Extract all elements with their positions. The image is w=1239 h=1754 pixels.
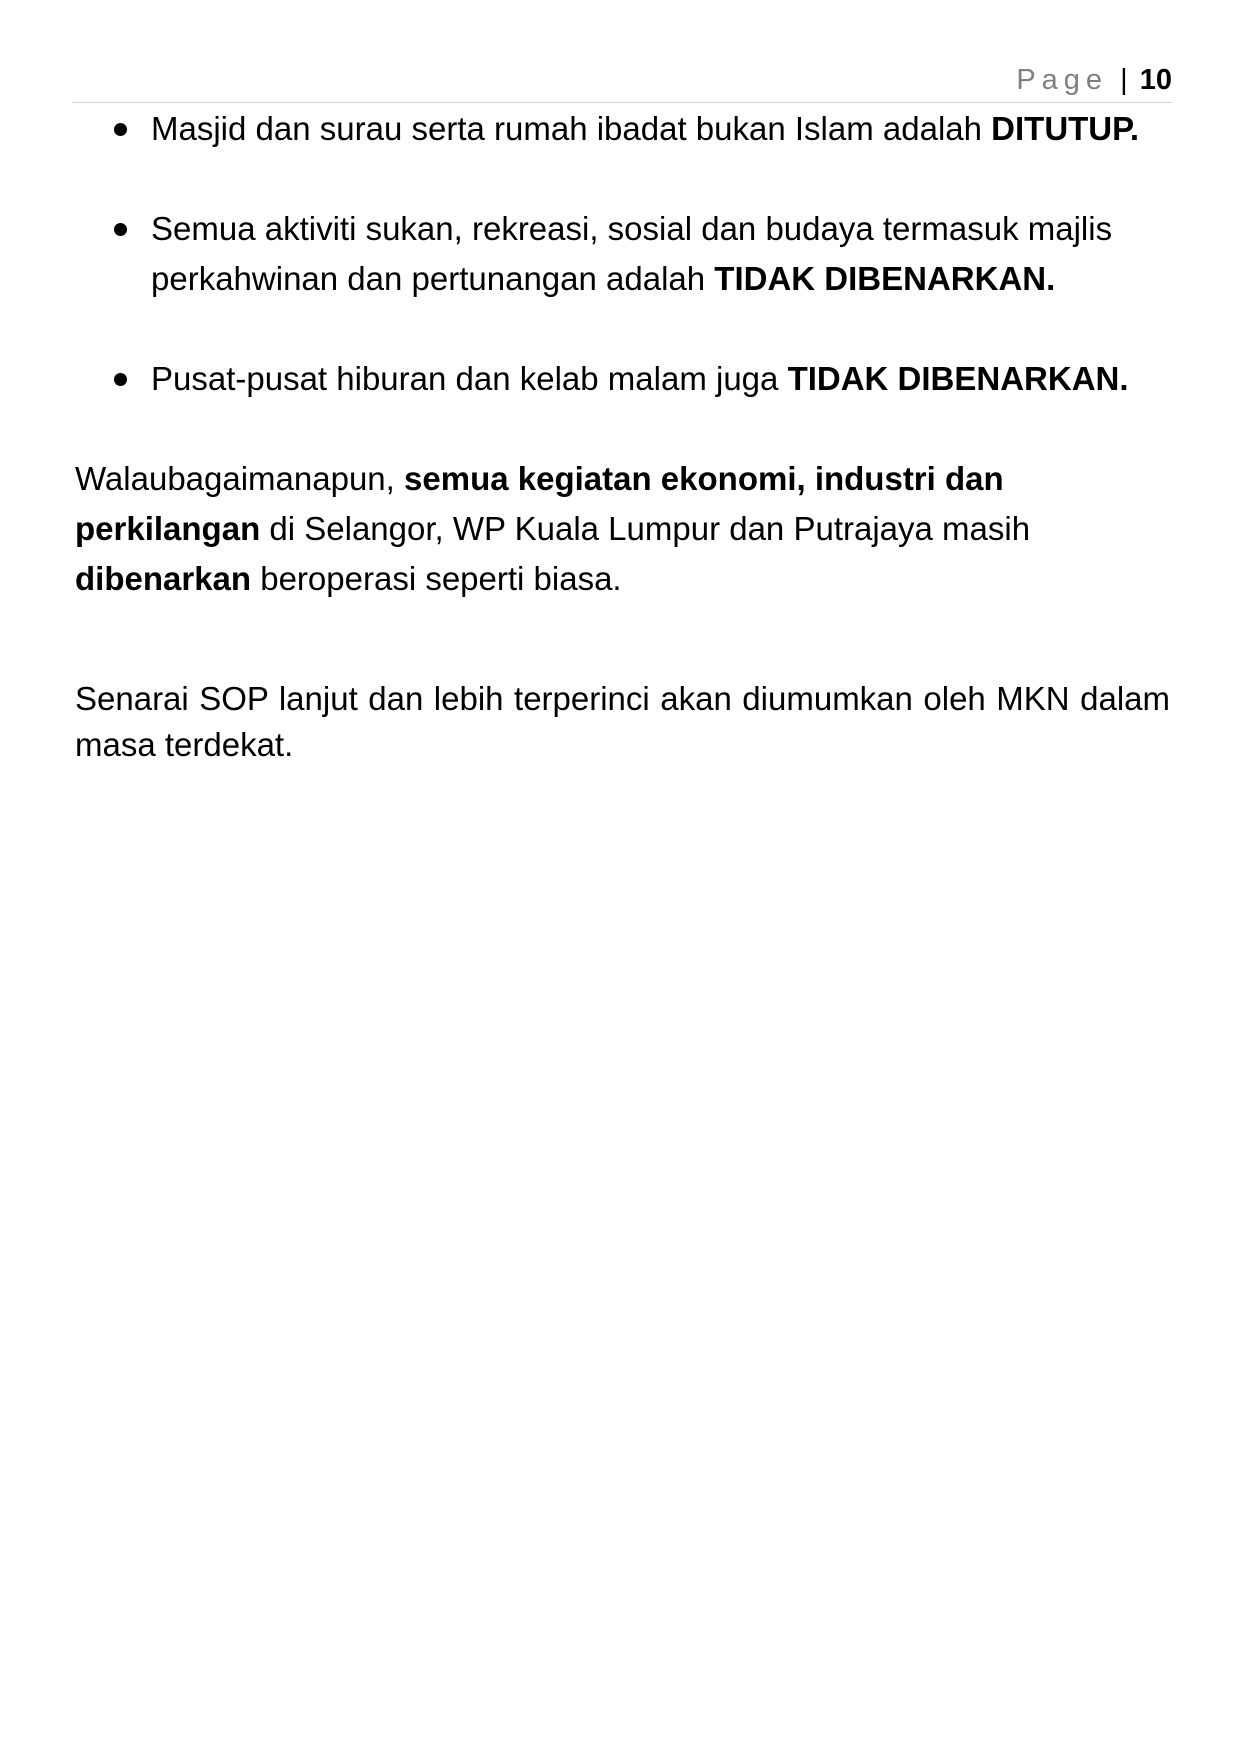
paragraph-sop-notice: Senarai SOP lanjut dan lebih terperinci akan diumumkan oleh MKN dalam masa terdekat. xyxy=(75,680,1170,763)
bullet-icon xyxy=(114,373,127,386)
page-number: 10 xyxy=(1139,64,1172,96)
bullet-icon xyxy=(114,123,127,136)
page-body xyxy=(75,104,1170,768)
paragraph-text: di Selangor, WP Kuala Lumpur dan Putrajaya masih xyxy=(260,510,1031,547)
page-label: Page xyxy=(1016,64,1109,96)
list-item-text: Semua aktiviti sukan, rekreasi, sosial dan budaya termasuk majlis perkahwinan dan pertunangan adalah xyxy=(151,210,1113,297)
list-item xyxy=(75,354,1170,404)
list-item-emphasis: DITUTUP. xyxy=(991,110,1140,147)
paragraph-text: Walaubagaimanapun, xyxy=(75,460,405,497)
paragraph-emphasis: dibenarkan xyxy=(75,560,252,597)
bullet-list xyxy=(75,104,1170,404)
list-item-emphasis: TIDAK DIBENARKAN. xyxy=(714,260,1056,297)
page-separator: | xyxy=(1120,64,1128,96)
page-header xyxy=(72,58,1172,103)
list-item xyxy=(75,204,1170,304)
paragraph-text: beroperasi seperti biasa. xyxy=(251,560,622,597)
paragraph-emphasis: semua kegiatan ekonomi, industri dan perkilangan xyxy=(75,460,1004,547)
list-item-emphasis: TIDAK DIBENARKAN. xyxy=(787,360,1129,397)
list-item-text: Masjid dan surau serta rumah ibadat bukan Islam adalah xyxy=(151,110,992,147)
list-item xyxy=(75,104,1170,154)
list-item-text: Pusat-pusat hiburan dan kelab malam juga xyxy=(151,360,788,397)
paragraph-economic-activities xyxy=(75,454,1170,604)
bullet-icon xyxy=(114,223,127,236)
